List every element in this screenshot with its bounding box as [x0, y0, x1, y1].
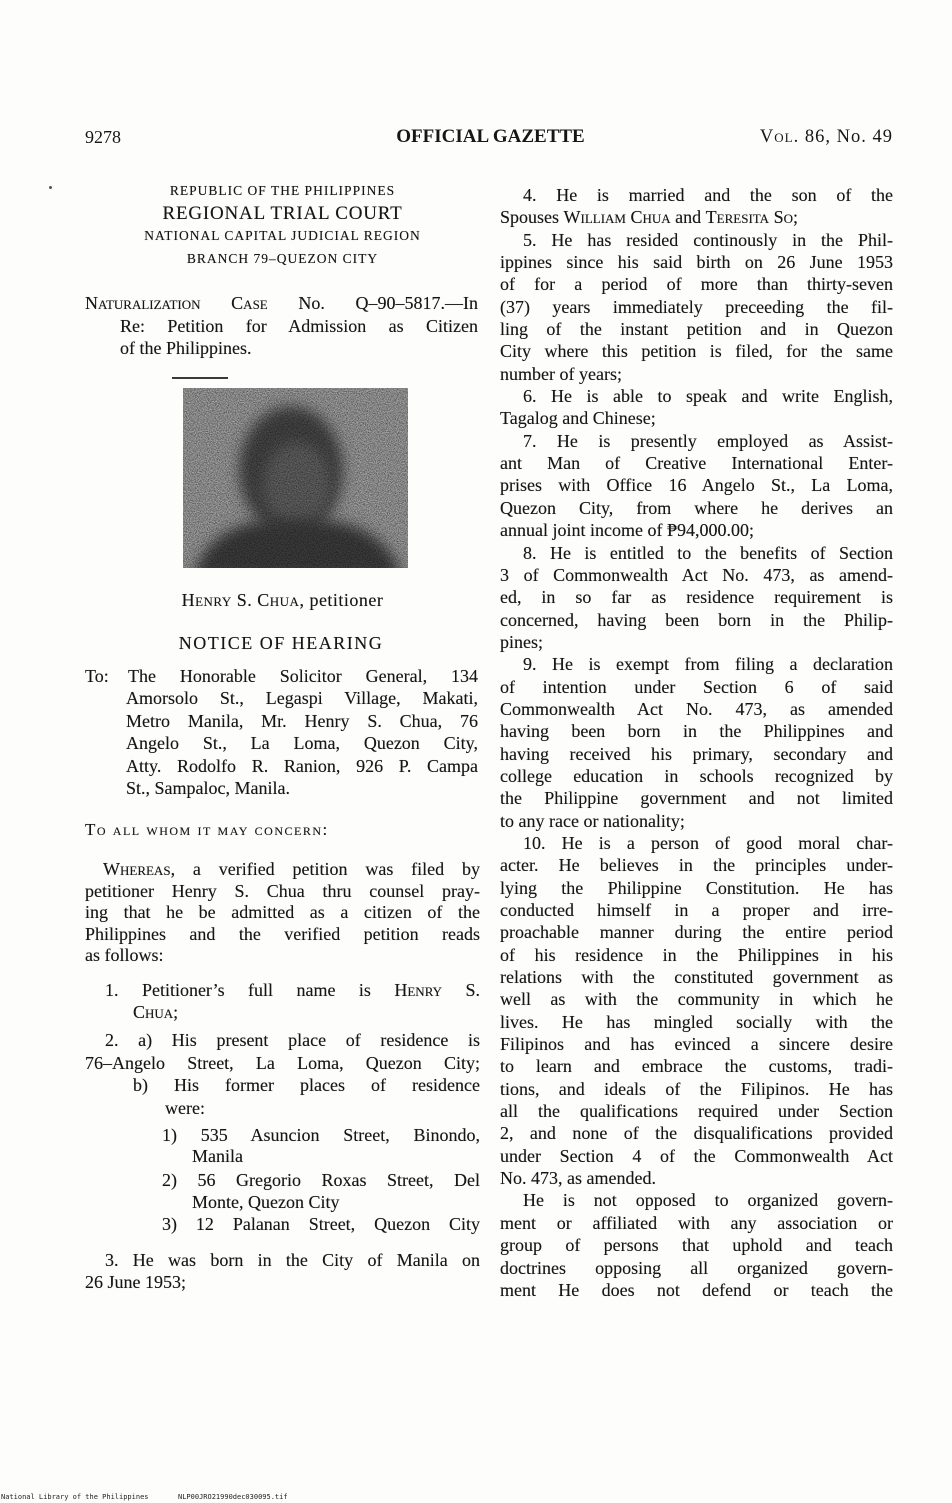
petitioner-role: , petitioner: [299, 590, 384, 610]
library-name: National Library of the Philippines: [1, 1493, 149, 1501]
petitioner-name: Henry S. Chua: [181, 590, 300, 610]
running-header: [85, 126, 893, 148]
photo-rule: [172, 377, 228, 379]
whereas-text: , a verified petition was filed by: [170, 859, 480, 879]
text-line: of for a period of more than thirty-seven: [500, 274, 893, 295]
text-line: under Section 4 of the Commonwealth Act: [500, 1145, 893, 1166]
whereas-lead: Whereas: [103, 859, 171, 879]
text-line: 3. He was born in the City of Manila on: [105, 1250, 480, 1270]
publication-title: OFFICIAL GAZETTE: [396, 126, 585, 147]
text-line: well as with the community in which he: [500, 989, 893, 1010]
text-line: all the qualifications required under Section: [500, 1101, 893, 1122]
text-line: conducted himself in a proper and irre-: [500, 900, 893, 920]
text-line: to learn and embrace the customs, tradi-: [500, 1056, 893, 1077]
text-line: 2) 56 Gregorio Roxas Street, Del: [162, 1170, 480, 1190]
text-line: acter. He believes in the principles under-: [500, 855, 893, 876]
petition-item-3: [85, 1249, 480, 1293]
text-line: 4. He is married and the son of the: [523, 185, 893, 205]
text-line: 9. He is exempt from filing a declaration: [523, 654, 893, 675]
text-line: Angelo St., La Loma, Quezon City,: [126, 733, 478, 754]
text-line: lying the Philippine Constitution. He has: [500, 877, 893, 898]
court-branch: BRANCH 79–QUEZON CITY: [186, 251, 379, 267]
text-line: He is not opposed to organized govern-: [523, 1190, 893, 1211]
addressee-list: [126, 665, 478, 799]
file-name: NLP00JRO21990dec030095.tif: [178, 1493, 288, 1501]
scan-footer: [1, 1492, 401, 1502]
photo-grain: [183, 388, 408, 568]
court-region: NATIONAL CAPITAL JUDICIAL REGION: [144, 228, 421, 244]
petitioner-name-part: Henry S.: [394, 980, 480, 1000]
text-line: lives. He has mingled socially with the: [500, 1011, 893, 1032]
notice-title: NOTICE OF HEARING: [178, 633, 384, 653]
text-line: (37) years immediately preceeding the fil-: [500, 296, 893, 317]
text-line: 3) 12 Palanan Street, Quezon City: [162, 1214, 480, 1234]
mother-name: Teresita So: [705, 207, 793, 228]
item-text: Spouses: [500, 207, 564, 228]
text-line: ling of the instant petition and in Quezon: [500, 319, 893, 340]
text-line: Monte, Quezon City: [192, 1192, 340, 1212]
caption-line: [85, 589, 480, 611]
text-line: Re: Petition for Admission as Citizen: [120, 315, 478, 336]
text-line: tions, and ideals of the Filipinos. He has: [500, 1078, 893, 1099]
case-number-line: [85, 292, 478, 315]
case-label: Naturalization Case: [85, 293, 268, 313]
text-line: Filipinos and has evinced a sincere desire: [500, 1034, 893, 1055]
text-line: ing that he be admitted as a citizen of the: [85, 902, 480, 923]
text-line: pines;: [500, 631, 543, 652]
right-column: [500, 184, 893, 1301]
text-line: doctrines opposing all organized govern-: [500, 1257, 893, 1278]
text-line: 8. He is entitled to the benefits of Section: [523, 542, 893, 563]
text-line: b) His former places of residence: [133, 1075, 480, 1096]
text-line: number of years;: [500, 363, 622, 384]
case-number: No. Q–90–5817.—In: [267, 293, 478, 313]
text-line: 7. He is presently employed as Assist-: [523, 430, 893, 451]
text-line: college education in schools recognized by: [500, 765, 893, 786]
page-number: 9278: [85, 127, 121, 147]
text-line: 3 of Commonwealth Act No. 473, as amend-: [500, 564, 893, 585]
father-name: William Chua: [563, 207, 671, 228]
text-line: the Philippine government and not limited: [500, 788, 893, 809]
text-line: 5. He has resided continously in the Phil-: [523, 229, 893, 250]
text-line: 76–Angelo Street, La Loma, Quezon City;: [85, 1052, 480, 1073]
to-label: To:: [85, 666, 109, 686]
former-residence-1: [85, 1125, 480, 1166]
text-line: 2. a) His present place of residence is: [105, 1030, 480, 1050]
petition-item-1: [85, 979, 480, 1023]
text-line: 1) 535 Asuncion Street, Binondo,: [162, 1125, 480, 1145]
text-line: concerned, having been born in the Philip-: [500, 609, 893, 630]
text-line: ant Man of Creative International Enter-: [500, 453, 893, 474]
text-line: Amorsolo St., Legaspi Village, Makati,: [126, 688, 478, 709]
text-line: as follows:: [85, 945, 164, 966]
text-line: Atty. Rodolfo R. Ranion, 926 P. Campa: [126, 755, 478, 776]
salutation-text: To all whom it may concern:: [85, 820, 329, 839]
court-name: REGIONAL TRIAL COURT: [162, 202, 403, 224]
item-text: and: [670, 207, 706, 228]
court-republic: REPUBLIC OF THE PHILIPPINES: [169, 183, 396, 198]
text-line: petitioner Henry S. Chua thru counsel pray-: [85, 880, 480, 901]
volume-label: Vol.: [759, 127, 800, 147]
text-line: Philippines and the verified petition reads: [85, 923, 480, 944]
text-line: [500, 206, 893, 228]
text-line: No. 473, as amended.: [500, 1168, 656, 1189]
text-line: 6. He is able to speak and write English,: [523, 386, 893, 407]
case-caption: [85, 292, 478, 360]
text-line: [85, 1001, 480, 1023]
court-heading: [85, 180, 480, 271]
scan-speck: [49, 186, 52, 189]
former-residence-2: [85, 1169, 480, 1213]
volume-number: [760, 126, 893, 148]
volume-issue: 86, No. 49: [799, 127, 893, 147]
text-line: of his residence in the Philippines in his: [500, 944, 893, 965]
text-line: ippines since his said birth on 26 June 1953: [500, 252, 893, 273]
petitioner-name-part: Chua: [133, 1002, 174, 1022]
text-line: of intention under Section 6 of said: [500, 676, 893, 697]
whereas-paragraph: [85, 859, 480, 967]
text-line: Metro Manila, Mr. Henry S. Chua, 76: [126, 710, 478, 731]
text-line: group of persons that uphold and teach: [500, 1235, 893, 1256]
text-line: annual joint income of ₱94,000.00;: [500, 520, 754, 541]
item-text: 1. Petitioner’s full name is: [105, 980, 395, 1000]
text-line: 2, and none of the disqualifications provided: [500, 1123, 893, 1144]
addressee-label: [85, 665, 125, 687]
petition-item-2: [85, 1029, 480, 1119]
salutation: [85, 819, 480, 841]
item-end: ;: [792, 207, 798, 228]
text-line: Quezon City, from where he derives an: [500, 497, 893, 518]
photo-caption: [85, 589, 480, 611]
text-line: Manila: [192, 1145, 243, 1166]
text-line: 26 June 1953;: [85, 1272, 186, 1292]
text-line: prises with Office 16 Angelo St., La Loma,: [500, 475, 893, 496]
text-line: Tagalog and Chinese;: [500, 408, 656, 429]
text-line: The Honorable Solicitor General, 134: [128, 666, 478, 686]
notice-heading: [85, 632, 477, 654]
text-line: ment or affiliated with any association or: [500, 1212, 893, 1233]
text-line: relations with the constituted government as: [500, 967, 893, 988]
text-line: St., Sampaloc, Manila.: [126, 777, 290, 798]
text-line: proachable manner during the entire period: [500, 922, 893, 943]
text-line: Commonwealth Act No. 473, as amended: [500, 698, 893, 719]
former-residence-3: [85, 1213, 480, 1235]
text-line: were:: [165, 1097, 205, 1118]
text-line: having been born in the Philippines and: [500, 721, 893, 742]
text-line: 10. He is a person of good moral char-: [523, 832, 893, 853]
text-line: [85, 979, 480, 1001]
petitioner-photo: [183, 388, 408, 568]
text-line: ment He does not defend or teach the: [500, 1279, 893, 1300]
text-line: City where this petition is filed, for the same: [500, 341, 893, 362]
text-line: to any race or nationality;: [500, 810, 685, 831]
text-line: of the Philippines.: [120, 338, 252, 358]
item-end: ;: [173, 1002, 179, 1022]
text-line: [85, 859, 480, 881]
text-line: having received his primary, secondary and: [500, 743, 893, 764]
text-line: ed, in so far as residence requirement is: [500, 587, 893, 608]
